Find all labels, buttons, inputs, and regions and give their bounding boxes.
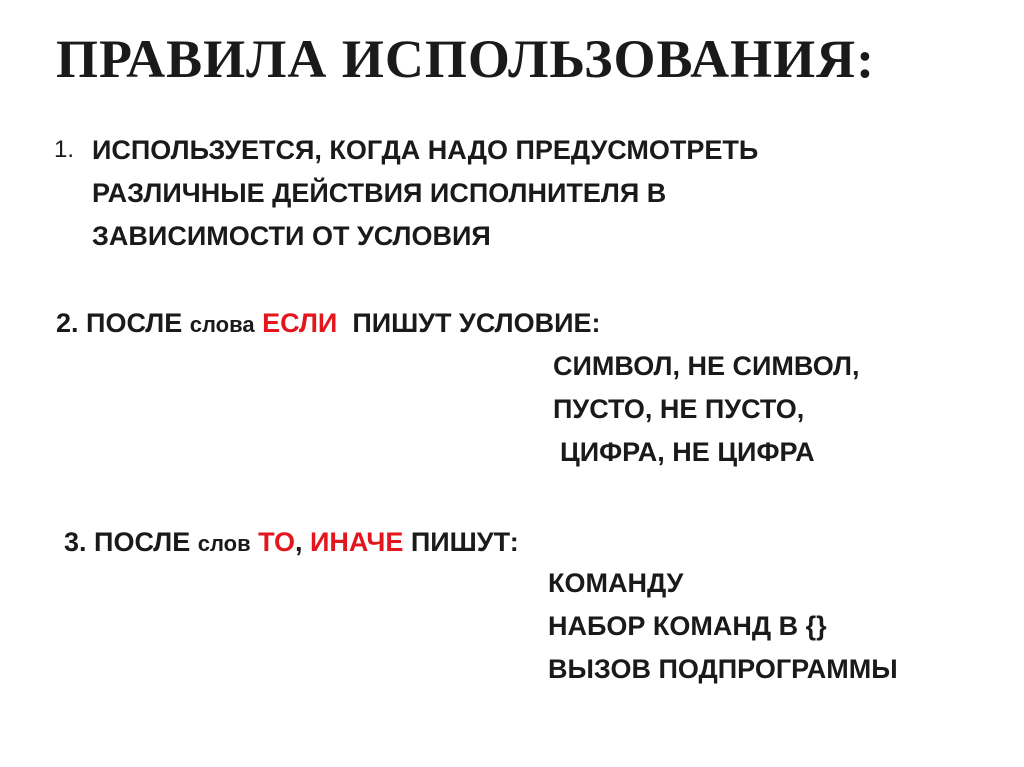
rule2-prefix: ПОСЛЕ bbox=[86, 308, 183, 338]
rule3-separator: , bbox=[294, 527, 303, 557]
rule3-keyword-to: ТО bbox=[258, 527, 295, 557]
rule1-line-3: ЗАВИСИМОСТИ ОТ УСЛОВИЯ bbox=[92, 221, 491, 251]
rule1-line-1: ИСПОЛЬЗУЕТСЯ, КОГДА НАДО ПРЕДУСМОТРЕТЬ bbox=[92, 135, 759, 165]
slide-title: ПРАВИЛА ИСПОЛЬЗОВАНИЯ: bbox=[56, 29, 876, 89]
rule3-keyword-inache: ИНАЧЕ bbox=[310, 527, 404, 557]
rule2-option-3: ЦИФРА, НЕ ЦИФРА bbox=[560, 437, 815, 467]
rule2-word: слова bbox=[189, 312, 255, 337]
rule3-option-2: НАБОР КОМАНД В {} bbox=[548, 611, 827, 641]
rule2-heading bbox=[56, 307, 601, 339]
rule3-word: слов bbox=[197, 531, 251, 556]
rule2-number: 2. bbox=[56, 308, 79, 338]
rule3-suffix: ПИШУТ: bbox=[410, 527, 519, 557]
rule3-number: 3. bbox=[64, 527, 87, 557]
rule3-option-3: ВЫЗОВ ПОДПРОГРАММЫ bbox=[548, 654, 898, 684]
rule2-suffix: ПИШУТ УСЛОВИЕ: bbox=[352, 308, 601, 338]
rule3-heading bbox=[64, 526, 519, 558]
rule2-option-2: ПУСТО, НЕ ПУСТО, bbox=[553, 394, 805, 424]
rule2-keyword: ЕСЛИ bbox=[262, 308, 338, 338]
rule2-option-1: СИМВОЛ, НЕ СИМВОЛ, bbox=[553, 351, 860, 381]
rule1-line-2: РАЗЛИЧНЫЕ ДЕЙСТВИЯ ИСПОЛНИТЕЛЯ В bbox=[92, 178, 667, 208]
rule1-number: 1. bbox=[54, 136, 75, 163]
rule3-option-1: КОМАНДУ bbox=[548, 568, 684, 598]
rule3-prefix: ПОСЛЕ bbox=[94, 527, 191, 557]
